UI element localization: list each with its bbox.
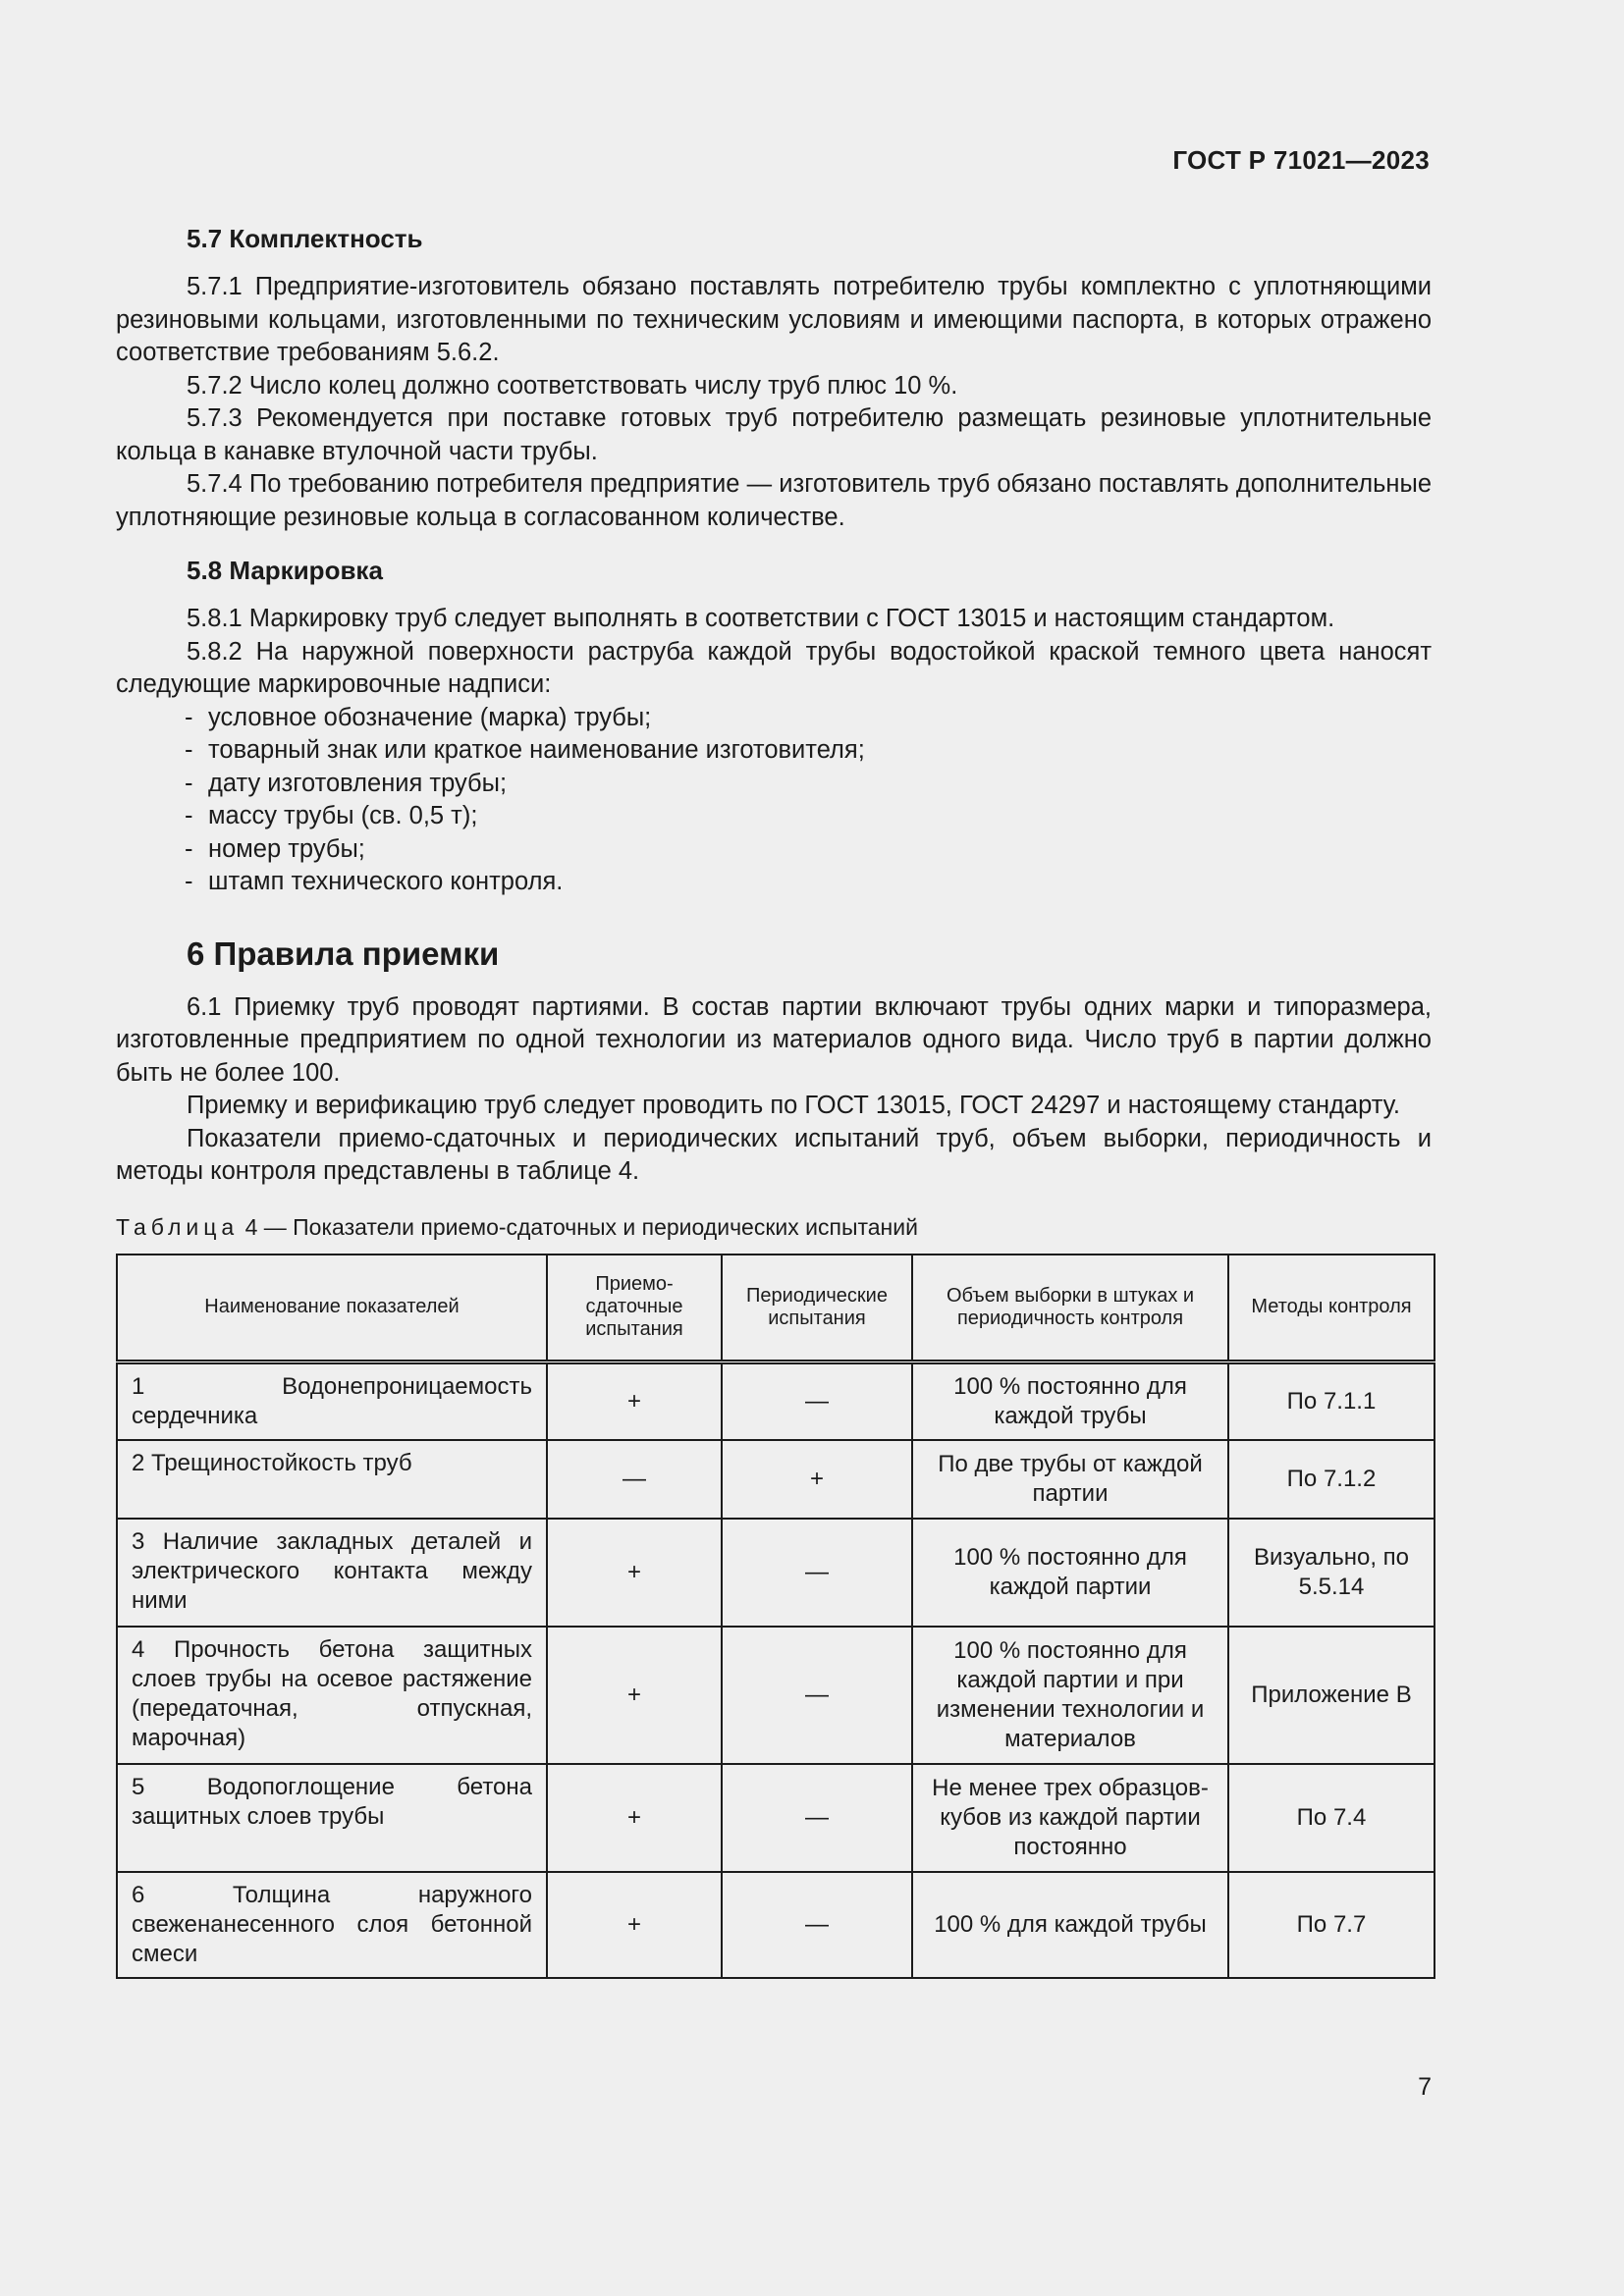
table-cell: По 7.4	[1228, 1764, 1435, 1872]
table-cell: +	[547, 1519, 722, 1627]
section-title-5-8: 5.8 Маркировка	[187, 556, 383, 585]
table-cell: +	[547, 1764, 722, 1872]
page-content	[116, 222, 1432, 1979]
paragraph-5-7-1: 5.7.1 Предприятие-изготовитель обязано поставлять потребителю трубы комплектно с уплотняющими резиновыми кольцами, изготовленными по техническим условиям и имеющими паспорта, в которых отражено соответствие требованиям 5.6.2.	[116, 273, 1432, 366]
table-caption-text: 4 — Показатели приемо-сдаточных и периодических испытаний	[244, 1213, 918, 1240]
page-number: 7	[1418, 2073, 1432, 2101]
table-cell: —	[722, 1519, 912, 1627]
list-item: - номер трубы;	[185, 833, 1432, 867]
paragraph-5-7-2: 5.7.2 Число колец должно соответствовать числу труб плюс 10 %.	[187, 371, 958, 400]
table-cell: 6 Толщина наружного свеженанесенного слоя бетонной смеси	[117, 1872, 547, 1978]
paragraph-5-7-3: 5.7.3 Рекомендуется при поставке готовых труб потребителю размещать резиновые уплотнительные кольца в канавке втулочной части трубы.	[116, 404, 1432, 465]
table-cell: 4 Прочность бетона защитных слоев трубы на осевое растяжение (передаточная, отпускная, марочная)	[117, 1627, 547, 1764]
table-caption	[116, 1212, 1432, 1242]
header-cell: Объем выборки в штуках и периодичность контроля	[912, 1255, 1228, 1362]
list-item: - дату изготовления трубы;	[185, 768, 1432, 801]
table-row	[117, 1872, 1435, 1978]
table-cell: +	[547, 1872, 722, 1978]
table-cell: 100 % постоянно для каждой трубы	[912, 1362, 1228, 1440]
header-cell: Наименование показателей	[117, 1255, 547, 1362]
list-item: - условное обозначение (марка) трубы;	[185, 702, 1432, 735]
table-cell: 2 Трещиностойкость труб	[117, 1440, 547, 1519]
table-cell: 1 Водонепроницаемость сердечника	[117, 1362, 547, 1440]
table-cell: +	[722, 1440, 912, 1519]
section-title-6: 6 Правила приемки	[187, 934, 500, 972]
table-cell: —	[547, 1440, 722, 1519]
header-cell: Методы контроля	[1228, 1255, 1435, 1362]
table-cell: 3 Наличие закладных деталей и электрического контакта между ними	[117, 1519, 547, 1627]
table-cell: —	[722, 1764, 912, 1872]
table-cell: —	[722, 1362, 912, 1440]
table-cell: +	[547, 1627, 722, 1764]
table-cell: По две трубы от каждой партии	[912, 1440, 1228, 1519]
marking-list	[116, 702, 1432, 899]
header-cell: Периодические испытания	[722, 1255, 912, 1362]
table-row	[117, 1627, 1435, 1764]
paragraph-6-3: Показатели приемо-сдаточных и периодических испытаний труб, объем выборки, периодичность и методы контроля представлены в таблице 4.	[116, 1124, 1432, 1185]
document-id: ГОСТ Р 71021—2023	[1172, 145, 1430, 175]
table-cell: По 7.7	[1228, 1872, 1435, 1978]
list-item: - товарный знак или краткое наименование изготовителя;	[185, 734, 1432, 768]
acceptance-tests-table	[116, 1254, 1435, 1980]
table-cell: —	[722, 1627, 912, 1764]
table-cell: 5 Водопоглощение бетона защитных слоев трубы	[117, 1764, 547, 1872]
paragraph-5-7-4: 5.7.4 По требованию потребителя предприятие — изготовитель труб обязано поставлять дополнительные уплотняющие резиновые кольца в согласованном количестве.	[116, 470, 1432, 531]
list-item: - массу трубы (св. 0,5 т);	[185, 800, 1432, 833]
paragraph-5-8-1: 5.8.1 Маркировку труб следует выполнять в соответствии с ГОСТ 13015 и настоящим стандартом.	[187, 605, 1335, 632]
table-row	[117, 1440, 1435, 1519]
table-cell: Не менее трех образцов-кубов из каждой партии постоянно	[912, 1764, 1228, 1872]
table-cell: +	[547, 1362, 722, 1440]
table-row	[117, 1764, 1435, 1872]
table-cell: —	[722, 1872, 912, 1978]
table-cell: 100 % постоянно для каждой партии	[912, 1519, 1228, 1627]
table-header-row	[117, 1255, 1435, 1362]
section-title-5-7: 5.7 Комплектность	[187, 224, 423, 253]
table-cell: По 7.1.1	[1228, 1362, 1435, 1440]
header-cell: Приемо-сдаточные испытания	[547, 1255, 722, 1362]
table-cell: Приложение В	[1228, 1627, 1435, 1764]
paragraph-5-8-2: 5.8.2 На наружной поверхности раструба каждой трубы водостойкой краской темного цвета наносят следующие маркировочные надписи:	[116, 637, 1432, 698]
table-caption-label: Таблица	[116, 1213, 240, 1240]
table-cell: 100 % для каждой трубы	[912, 1872, 1228, 1978]
table-row	[117, 1519, 1435, 1627]
table-cell: 100 % постоянно для каждой партии и при изменении технологии и материалов	[912, 1627, 1228, 1764]
list-item: - штамп технического контроля.	[185, 866, 1432, 899]
table-cell: По 7.1.2	[1228, 1440, 1435, 1519]
table-cell: Визуально, по 5.5.14	[1228, 1519, 1435, 1627]
paragraph-6-1: 6.1 Приемку труб проводят партиями. В состав партии включают трубы одних марки и типоразмера, изготовленные предприятием по одной технологии из материалов одного вида. Число труб в партии должно быть не более 100.	[116, 992, 1432, 1087]
paragraph-6-2: Приемку и верификацию труб следует проводить по ГОСТ 13015, ГОСТ 24297 и настоящему стандарту.	[187, 1092, 1400, 1119]
table-row	[117, 1362, 1435, 1440]
